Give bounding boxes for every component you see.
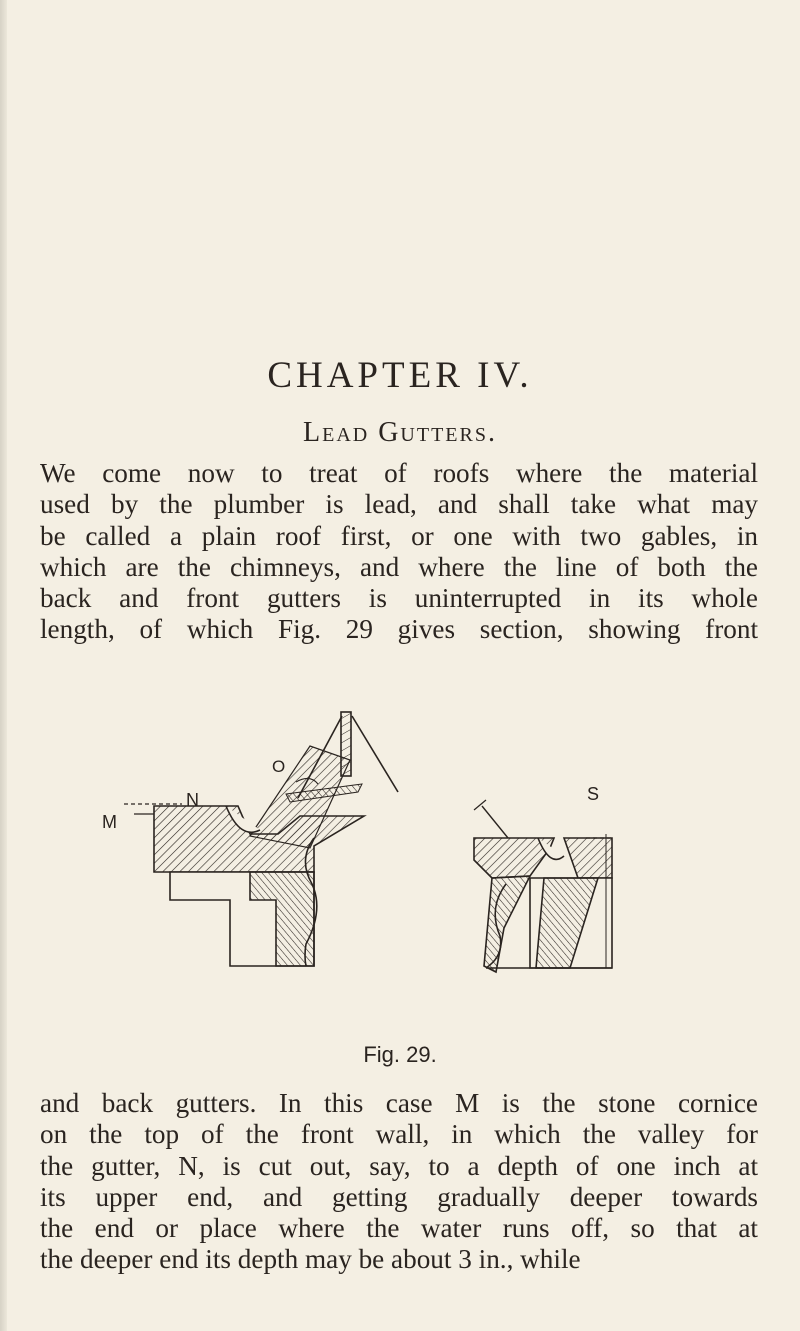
- chapter-subtitle: Lead Gutters.: [303, 417, 497, 448]
- text-line: and back gutters. In this case M is the stone cornice: [40, 1088, 758, 1118]
- paragraph-continued: [40, 1088, 758, 1276]
- text-line: back and front gutters is uninterrupted in its whole: [40, 583, 758, 614]
- label-s: S: [587, 784, 600, 804]
- paragraph-intro: [40, 458, 758, 646]
- text-line: the gutter, N, is cut out, say, to a depth of one inch at: [40, 1150, 758, 1181]
- label-o: O: [272, 757, 286, 776]
- text-line: the deeper end its depth may be about 3 in., while: [40, 1244, 581, 1275]
- figure-caption: Fig. 29.: [363, 1042, 437, 1067]
- back-roof-slope: [474, 800, 612, 972]
- front-wall-cornice: [124, 804, 364, 966]
- text-line: We come now to treat of roofs where the material: [40, 458, 758, 488]
- label-m: M: [102, 812, 117, 832]
- page-spine-shadow: [0, 0, 7, 1331]
- label-n: N: [186, 790, 199, 810]
- text-line: its upper end, and getting gradually deeper towards: [40, 1181, 758, 1212]
- text-line: on the top of the front wall, in which the valley for: [40, 1119, 758, 1150]
- chapter-heading: CHAPTER IV.: [267, 355, 533, 396]
- text-line: used by the plumber is lead, and shall take what may: [40, 489, 758, 520]
- text-line: length, of which Fig. 29 gives section, showing front: [40, 614, 758, 645]
- roof-gutter-section-figure: [100, 688, 660, 1048]
- text-line: the end or place where the water runs off, so that at: [40, 1213, 758, 1244]
- text-line: which are the chimneys, and where the line of both the: [40, 551, 758, 582]
- text-line: be called a plain roof first, or one with two gables, in: [40, 520, 758, 551]
